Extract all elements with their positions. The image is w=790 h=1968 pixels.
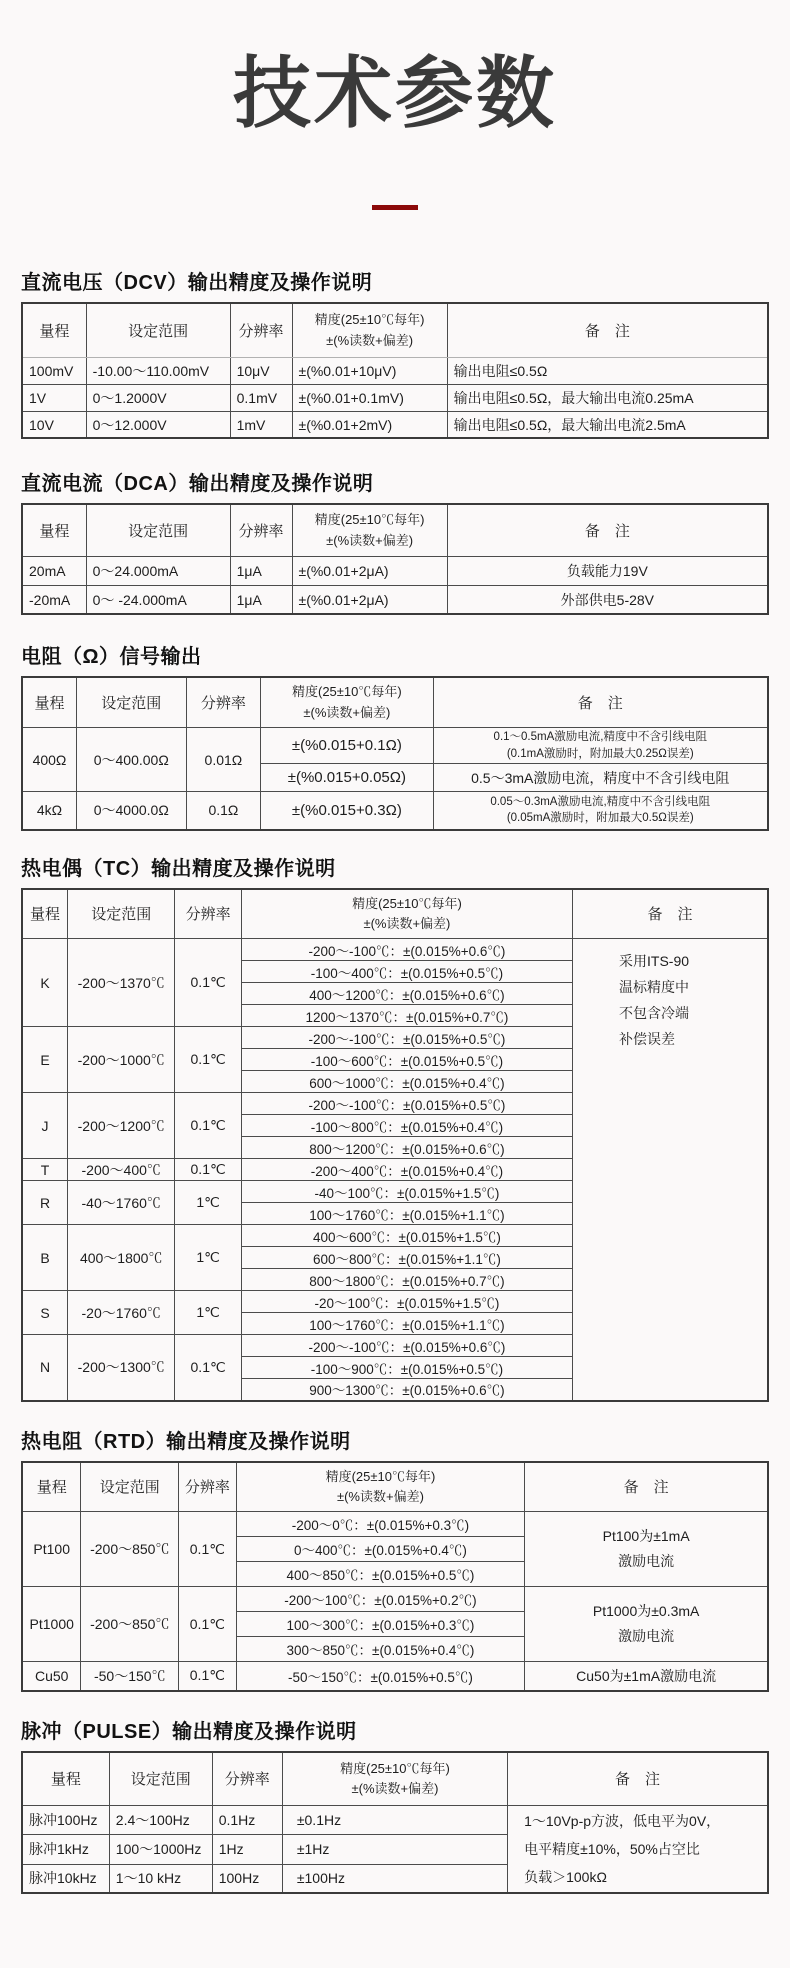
cell-set: 1～10 kHz [109, 1864, 212, 1893]
cell-range: 脉冲1kHz [22, 1835, 109, 1864]
col-header-range: 量程 [22, 677, 76, 727]
col-header-range: 量程 [22, 1462, 81, 1512]
cell-rem: Cu50为±1mA激励电流 [525, 1662, 768, 1691]
cell-acc: ±(%0.01+0.1mV) [292, 384, 447, 411]
col-header-range: 量程 [22, 504, 86, 556]
cell-range: T [22, 1159, 68, 1181]
page-title: 技术参数 [232, 49, 557, 137]
section-rtd [21, 1425, 769, 1692]
cell-set: -200～1000℃ [68, 1027, 175, 1093]
cell-acc: 600～1000℃：±(0.015%+0.4℃) [241, 1071, 572, 1093]
cell-range: Pt100 [22, 1512, 81, 1587]
cell-rem: 1～10Vp-p方波，低电平为0V， 电平精度±10%，50%占空比 负载＞100kΩ [508, 1806, 768, 1894]
section-title: 直流电压（DCV）输出精度及操作说明 [21, 272, 373, 295]
cell-range: N [22, 1335, 68, 1401]
cell-acc: -50～150℃：±(0.015%+0.5℃) [236, 1662, 525, 1691]
cell-set: -200～1370℃ [68, 939, 175, 1027]
cell-res: 1μA [230, 556, 292, 585]
cell-res: 0.1Ω [186, 792, 261, 830]
cell-set: -20～1760℃ [68, 1291, 175, 1335]
cell-acc: ±0.1Hz [282, 1806, 507, 1835]
cell-acc: -20～100℃：±(0.015%+1.5℃) [241, 1291, 572, 1313]
cell-set: 100～1000Hz [109, 1835, 212, 1864]
col-header-setting-range: 设定范围 [86, 303, 230, 357]
table-row [22, 939, 768, 961]
accuracy-header-line: ±(%读数+偏差) [336, 1488, 424, 1504]
cell-res: 1μA [230, 585, 292, 614]
section-resistance [21, 640, 769, 830]
section-title: 直流电流（DCA）输出精度及操作说明 [21, 473, 374, 496]
section-title: 热电偶（TC）输出精度及操作说明 [21, 857, 336, 880]
section-title: 电阻（Ω）信号输出 [21, 646, 202, 669]
col-header-accuracy [282, 1752, 507, 1806]
cell-acc: -200～-100℃：±(0.015%+0.5℃) [241, 1027, 572, 1049]
col-header-setting-range: 设定范围 [109, 1752, 212, 1806]
cell-rem: 负载能力19V [447, 556, 768, 585]
col-header-resolution: 分辨率 [175, 889, 241, 939]
cell-acc: ±(%0.015+0.05Ω) [261, 764, 433, 792]
col-header-range: 量程 [22, 1752, 109, 1806]
cell-acc: ±(%0.015+0.1Ω) [261, 727, 433, 763]
cell-range: J [22, 1093, 68, 1159]
spec-table-dcv [21, 302, 769, 439]
cell-set: -40～1760℃ [68, 1181, 175, 1225]
cell-set: 0～ -24.000mA [86, 585, 230, 614]
accuracy-header-line: 精度(25±10℃每年) [292, 684, 402, 700]
col-header-resolution: 分辨率 [212, 1752, 282, 1806]
cell-set: 0～400.00Ω [76, 727, 186, 791]
cell-rem: 0.1～0.5mA激励电流,精度中不含引线电阻 (0.1mA激励时，附加最大0.25Ω误差) [433, 727, 768, 763]
col-header-remark: 备 注 [433, 677, 768, 727]
table-row [22, 357, 768, 384]
accuracy-header-line: ±(%读数+偏差) [326, 332, 414, 348]
cell-set: -200～400℃ [68, 1159, 175, 1181]
cell-range: 20mA [22, 556, 86, 585]
cell-acc: -200～100℃：±(0.015%+0.2℃) [236, 1587, 525, 1612]
spec-table-rtd [21, 1461, 769, 1692]
col-header-accuracy [292, 504, 447, 556]
cell-acc: -200～-100℃：±(0.015%+0.6℃) [241, 939, 572, 961]
accuracy-header-line: 精度(25±10℃每年) [325, 1468, 436, 1484]
table-row [22, 1662, 768, 1691]
table-row [22, 1512, 768, 1537]
col-header-resolution: 分辨率 [230, 303, 292, 357]
cell-rem: 输出电阻≤0.5Ω，最大输出电流2.5mA [447, 411, 768, 438]
cell-set: -10.00～110.00mV [86, 357, 230, 384]
col-header-setting-range: 设定范围 [68, 889, 175, 939]
cell-res: 0.1℃ [175, 1159, 241, 1181]
cell-res: 0.01Ω [186, 727, 261, 791]
cell-acc: -200～400℃：±(0.015%+0.4℃) [241, 1159, 572, 1181]
col-header-remark: 备 注 [573, 889, 768, 939]
cell-range: 400Ω [22, 727, 76, 791]
accuracy-header-line: ±(%读数+偏差) [351, 1780, 439, 1796]
table-row [22, 792, 768, 830]
cell-acc: ±(%0.01+2mV) [292, 411, 447, 438]
table-row [22, 1587, 768, 1612]
cell-range: K [22, 939, 68, 1027]
cell-res: 0.1℃ [175, 939, 241, 1027]
cell-set: -50～150℃ [81, 1662, 179, 1691]
cell-acc: 300～850℃：±(0.015%+0.4℃) [236, 1637, 525, 1662]
col-header-remark: 备 注 [508, 1752, 768, 1806]
cell-set: -200～850℃ [81, 1512, 179, 1587]
cell-range: 4kΩ [22, 792, 76, 830]
accuracy-header-line: ±(%读数+偏差) [303, 704, 391, 720]
title-underline [372, 205, 418, 210]
cell-acc: 0～400℃：±(0.015%+0.4℃) [236, 1537, 525, 1562]
cell-set: 0～1.2000V [86, 384, 230, 411]
cell-res: 0.1℃ [175, 1093, 241, 1159]
col-header-accuracy [292, 303, 447, 357]
cell-res: 0.1mV [230, 384, 292, 411]
col-header-setting-range: 设定范围 [76, 677, 186, 727]
cell-range: 100mV [22, 357, 86, 384]
cell-rem: 输出电阻≤0.5Ω，最大输出电流0.25mA [447, 384, 768, 411]
cell-range: 1V [22, 384, 86, 411]
cell-acc: -100～400℃：±(0.015%+0.5℃) [241, 961, 572, 983]
cell-range: 脉冲10kHz [22, 1864, 109, 1893]
cell-rem: 0.5～3mA激励电流，精度中不含引线电阻 [433, 764, 768, 792]
cell-set: 0～12.000V [86, 411, 230, 438]
cell-range: E [22, 1027, 68, 1093]
cell-set: -200～1200℃ [68, 1093, 175, 1159]
cell-res: 0.1℃ [179, 1662, 236, 1691]
spec-table-thermocouple [21, 888, 769, 1402]
cell-rem: 输出电阻≤0.5Ω [447, 357, 768, 384]
cell-rem: 0.05～0.3mA激励电流,精度中不含引线电阻 (0.05mA激励时，附加最大0.5Ω误差) [433, 792, 768, 830]
cell-acc: 100～300℃：±(0.015%+0.3℃) [236, 1612, 525, 1637]
cell-range: Pt1000 [22, 1587, 81, 1662]
col-header-remark: 备 注 [525, 1462, 768, 1512]
cell-acc: 800～1800℃：±(0.015%+0.7℃) [241, 1269, 572, 1291]
accuracy-header-line: ±(%读数+偏差) [326, 532, 414, 548]
spec-table-dca [21, 503, 769, 615]
accuracy-header-line: 精度(25±10℃每年) [314, 512, 425, 528]
col-header-remark: 备 注 [447, 504, 768, 556]
col-header-setting-range: 设定范围 [81, 1462, 179, 1512]
cell-rem: Pt1000为±0.3mA 激励电流 [525, 1587, 768, 1662]
cell-acc: 100～1760℃：±(0.015%+1.1℃) [241, 1313, 572, 1335]
section-title: 热电阻（RTD）输出精度及操作说明 [21, 1430, 351, 1453]
spec-table-pulse [21, 1751, 769, 1895]
cell-acc: ±(%0.01+2μA) [292, 585, 447, 614]
col-header-resolution: 分辨率 [186, 677, 261, 727]
cell-res: 0.1℃ [179, 1512, 236, 1587]
col-header-range: 量程 [22, 303, 86, 357]
cell-set: -200～1300℃ [68, 1335, 175, 1401]
cell-acc: -100～800℃：±(0.015%+0.4℃) [241, 1115, 572, 1137]
cell-acc: ±(%0.01+2μA) [292, 556, 447, 585]
cell-range: R [22, 1181, 68, 1225]
cell-res: 1℃ [175, 1291, 241, 1335]
section-dca [21, 467, 769, 615]
table-row [22, 585, 768, 614]
section-pulse [21, 1715, 769, 1895]
cell-acc: -100～600℃：±(0.015%+0.5℃) [241, 1049, 572, 1071]
col-header-accuracy [241, 889, 572, 939]
cell-res: 100Hz [212, 1864, 282, 1893]
cell-res: 0.1℃ [179, 1587, 236, 1662]
col-header-setting-range: 设定范围 [86, 504, 230, 556]
cell-acc: -200～-100℃：±(0.015%+0.5℃) [241, 1093, 572, 1115]
cell-acc: 1200～1370℃：±(0.015%+0.7℃) [241, 1005, 572, 1027]
cell-range: 脉冲100Hz [22, 1806, 109, 1835]
cell-acc: 400～600℃：±(0.015%+1.5℃) [241, 1225, 572, 1247]
cell-rem: 采用ITS-90 温标精度中 不包含冷端 补偿误差 [573, 939, 768, 1401]
cell-res: 1mV [230, 411, 292, 438]
cell-acc: -200～0℃：±(0.015%+0.3℃) [236, 1512, 525, 1537]
cell-acc: 800～1200℃：±(0.015%+0.6℃) [241, 1137, 572, 1159]
cell-range: -20mA [22, 585, 86, 614]
cell-range: S [22, 1291, 68, 1335]
cell-acc: ±1Hz [282, 1835, 507, 1864]
cell-res: 0.1℃ [175, 1335, 241, 1401]
cell-res: 0.1℃ [175, 1027, 241, 1093]
table-row [22, 727, 768, 763]
cell-acc: 100～1760℃：±(0.015%+1.1℃) [241, 1203, 572, 1225]
cell-set: 400～1800℃ [68, 1225, 175, 1291]
cell-acc: 400～850℃：±(0.015%+0.5℃) [236, 1562, 525, 1587]
cell-acc: ±(%0.015+0.3Ω) [261, 792, 433, 830]
table-row [22, 411, 768, 438]
table-row [22, 384, 768, 411]
cell-acc: 900～1300℃：±(0.015%+0.6℃) [241, 1379, 572, 1401]
cell-range: Cu50 [22, 1662, 81, 1691]
cell-rem: Pt100为±1mA 激励电流 [525, 1512, 768, 1587]
section-thermocouple [21, 852, 769, 1402]
cell-set: 0～4000.0Ω [76, 792, 186, 830]
cell-res: 10μV [230, 357, 292, 384]
section-dcv [21, 266, 769, 439]
col-header-remark: 备 注 [447, 303, 768, 357]
col-header-accuracy [236, 1462, 525, 1512]
accuracy-header-line: ±(%读数+偏差) [363, 915, 451, 931]
col-header-resolution: 分辨率 [179, 1462, 236, 1512]
cell-range: B [22, 1225, 68, 1291]
cell-acc: ±(%0.01+10μV) [292, 357, 447, 384]
accuracy-header-line: 精度(25±10℃每年) [314, 312, 425, 328]
cell-acc: -100～900℃：±(0.015%+0.5℃) [241, 1357, 572, 1379]
cell-acc: ±100Hz [282, 1864, 507, 1893]
cell-res: 1Hz [212, 1835, 282, 1864]
cell-range: 10V [22, 411, 86, 438]
col-header-accuracy [261, 677, 433, 727]
cell-rem: 外部供电5-28V [447, 585, 768, 614]
cell-acc: 600～800℃：±(0.015%+1.1℃) [241, 1247, 572, 1269]
accuracy-header-line: 精度(25±10℃每年) [340, 1760, 450, 1776]
cell-res: 1℃ [175, 1225, 241, 1291]
cell-acc: -40～100℃：±(0.015%+1.5℃) [241, 1181, 572, 1203]
col-header-resolution: 分辨率 [230, 504, 292, 556]
cell-set: -200～850℃ [81, 1587, 179, 1662]
cell-set: 2.4～100Hz [109, 1806, 212, 1835]
cell-res: 1℃ [175, 1181, 241, 1225]
accuracy-header-line: 精度(25±10℃每年) [352, 895, 462, 911]
section-title: 脉冲（PULSE）输出精度及操作说明 [21, 1720, 357, 1743]
spec-table-resistance [21, 676, 769, 830]
cell-set: 0～24.000mA [86, 556, 230, 585]
col-header-range: 量程 [22, 889, 68, 939]
table-row [22, 1806, 768, 1835]
cell-res: 0.1Hz [212, 1806, 282, 1835]
table-row [22, 556, 768, 585]
cell-acc: -200～-100℃：±(0.015%+0.6℃) [241, 1335, 572, 1357]
cell-acc: 400～1200℃：±(0.015%+0.6℃) [241, 983, 572, 1005]
